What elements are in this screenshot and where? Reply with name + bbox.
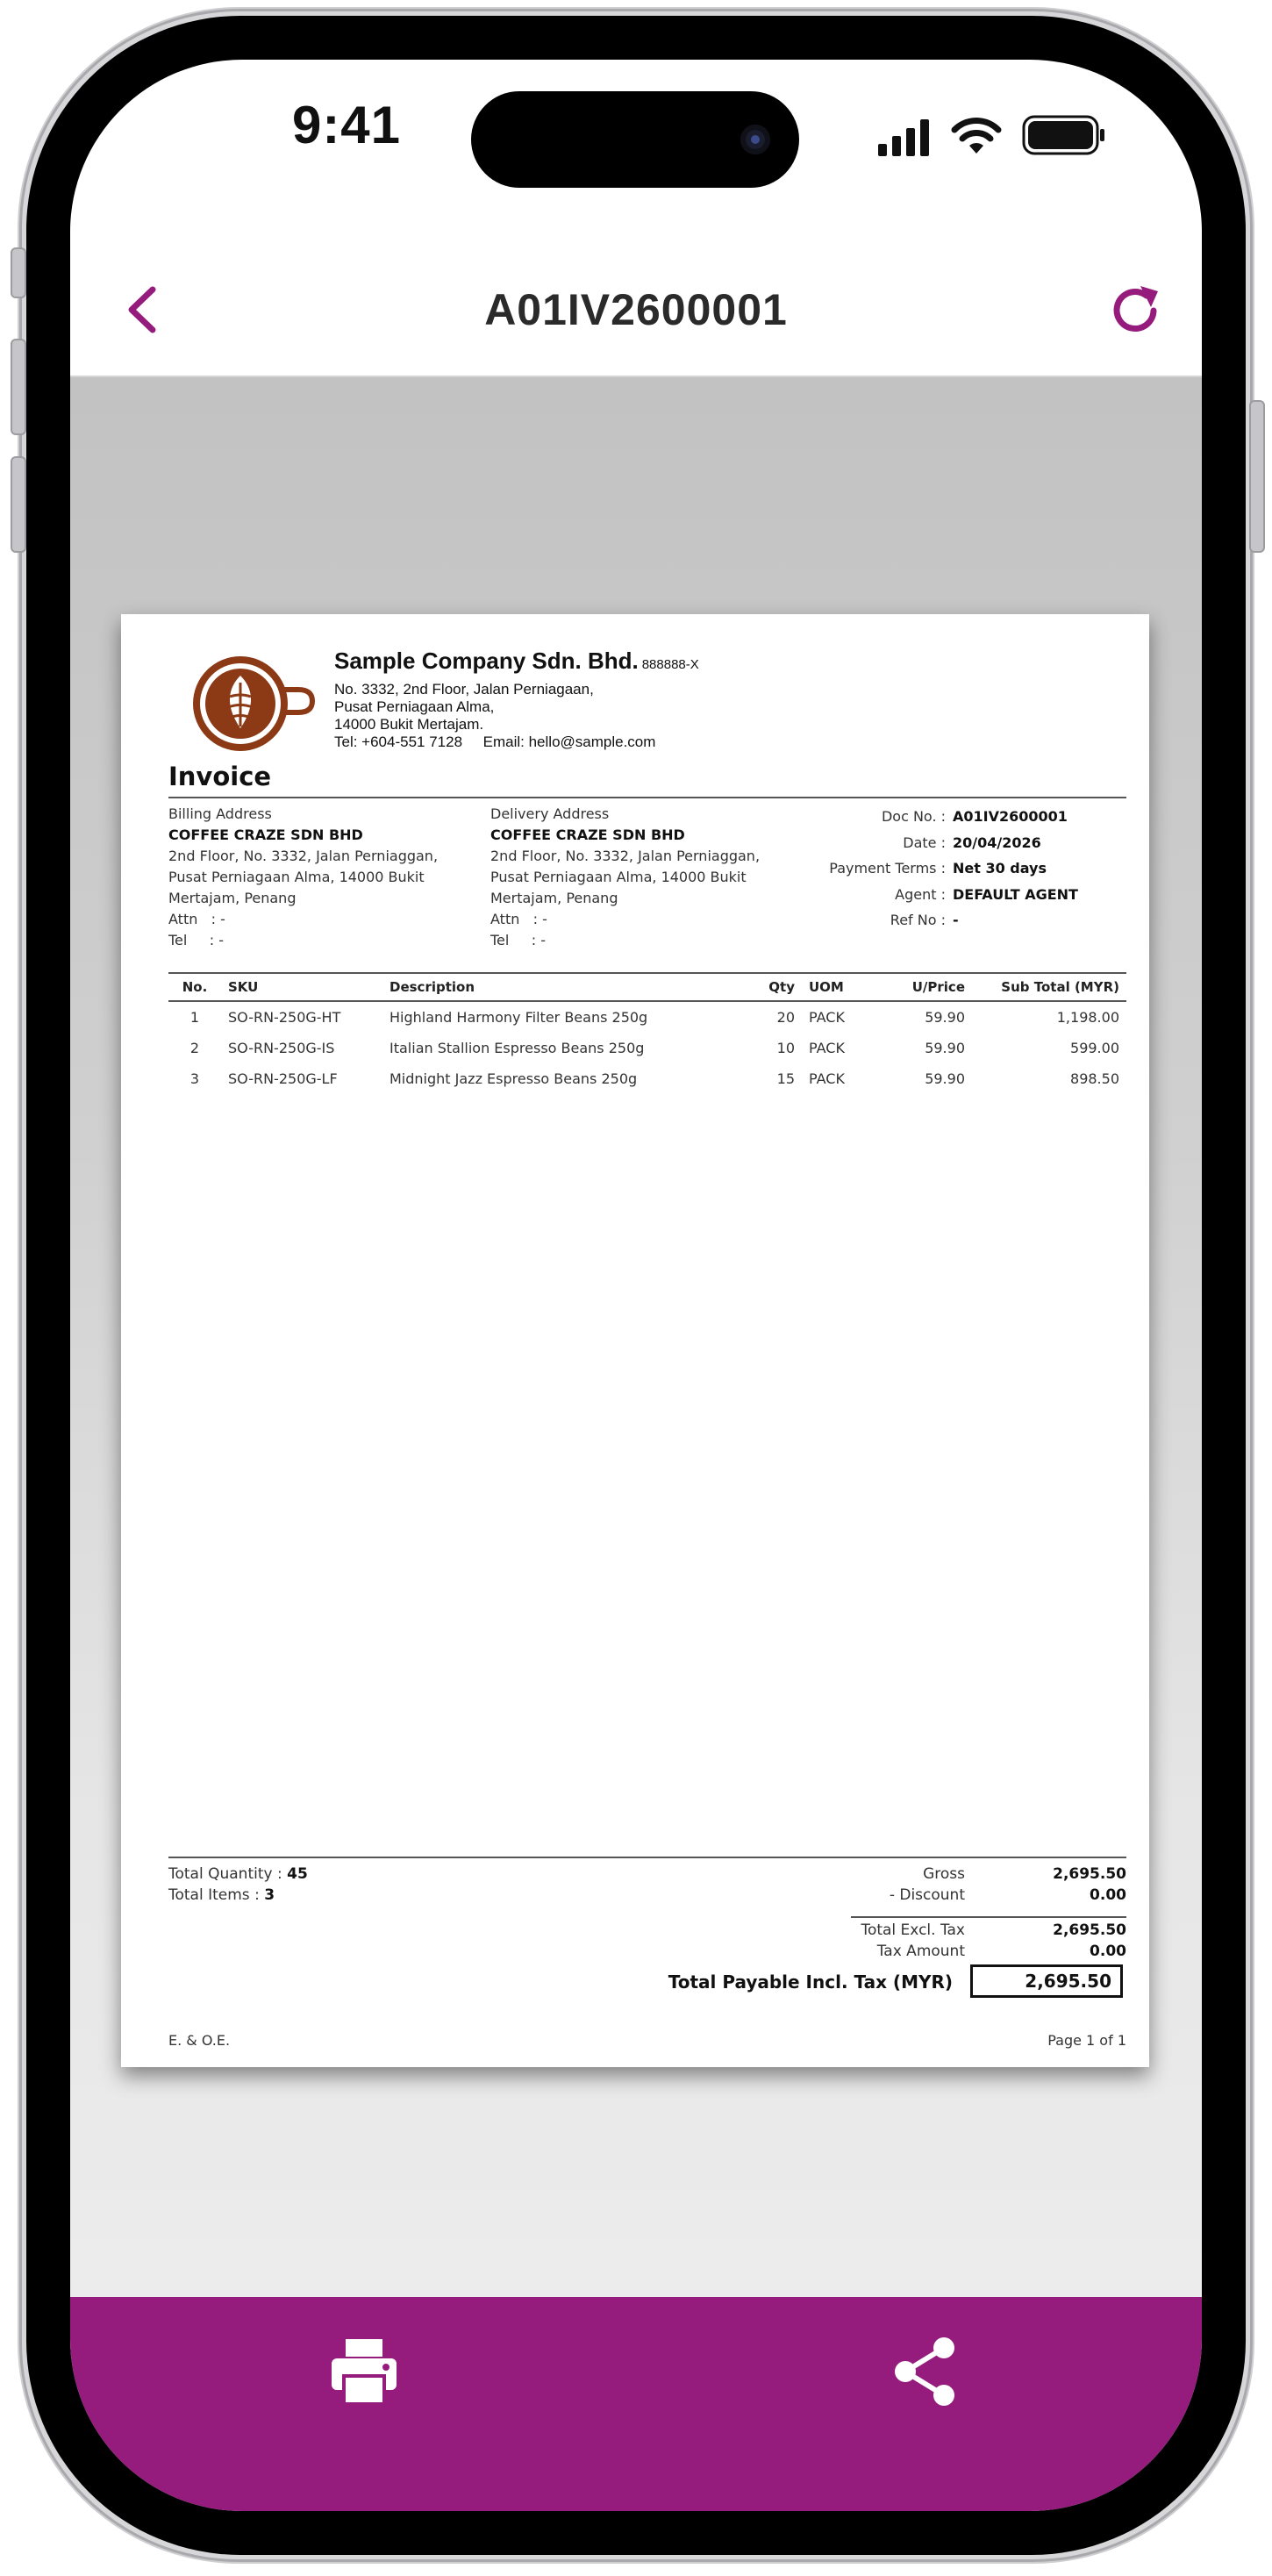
phone-screen: [70, 60, 1202, 2511]
divider: [851, 1916, 1126, 1918]
row-subtotal: 898.50: [1070, 1070, 1119, 1087]
print-button[interactable]: [325, 2332, 404, 2411]
row-no: 3: [189, 1070, 200, 1087]
tax-amount-value: 0.00: [1090, 1943, 1126, 1960]
row-unit-price: 59.90: [925, 1040, 965, 1056]
meta-label: Agent :: [895, 885, 946, 903]
company-address-line: Pusat Perniagaan Alma,: [334, 698, 495, 715]
cellular-signal-icon: [876, 118, 934, 156]
row-description: Midnight Jazz Espresso Beans 250g: [389, 1070, 638, 1087]
print-icon: [325, 2332, 404, 2411]
total-quantity-label: Total Quantity :: [168, 1865, 282, 1883]
row-description: Italian Stallion Espresso Beans 250g: [389, 1040, 645, 1056]
mute-switch: [11, 247, 26, 298]
row-uom: PACK: [809, 1040, 845, 1056]
discount-value: 0.00: [1090, 1886, 1126, 1904]
col-subtotal: Sub Total (MYR): [972, 973, 1126, 1001]
gross-label: Gross: [923, 1865, 965, 1883]
meta-label: Payment Terms :: [829, 860, 946, 877]
col-uom: UOM: [802, 973, 879, 1001]
company-name-text: Sample Company Sdn. Bhd.: [334, 648, 639, 674]
document-meta: [814, 804, 1078, 934]
bottom-action-bar: [70, 2297, 1202, 2511]
invoice-page: [121, 614, 1149, 2067]
company-logo: [189, 653, 321, 755]
col-sku: SKU: [221, 973, 382, 1001]
company-contact: Tel: +604-551 7128 Email: hello@sample.com: [334, 733, 656, 750]
row-unit-price: 59.90: [925, 1009, 965, 1026]
total-payable-value: 2,695.50: [970, 1964, 1123, 1998]
delivery-tel: Tel : -: [490, 932, 547, 948]
front-camera: [740, 125, 770, 154]
table-row: [168, 1001, 1126, 1033]
meta-value: DEFAULT AGENT: [953, 885, 1078, 903]
gross-value: 2,695.50: [1053, 1865, 1126, 1883]
meta-value: Net 30 days: [953, 860, 1047, 877]
company-address: [334, 681, 773, 751]
delivery-address-label: Delivery Address: [490, 805, 610, 822]
delivery-attn: Attn : -: [490, 911, 547, 927]
billing-address-label: Billing Address: [168, 805, 272, 822]
meta-ref-no: [814, 907, 1078, 934]
total-items: [168, 1886, 275, 1904]
table-row: [168, 1063, 1126, 1094]
page-number: Page 1 of 1: [1047, 2032, 1126, 2049]
total-quantity: [168, 1865, 308, 1883]
meta-label: Ref No :: [890, 912, 946, 928]
table-header-row: [168, 973, 1126, 1001]
discount-label: - Discount: [889, 1886, 965, 1904]
row-uom: PACK: [809, 1070, 845, 1087]
volume-up-button: [11, 339, 26, 435]
wifi-icon: [951, 115, 1002, 155]
meta-agent: [814, 882, 1078, 908]
col-description: Description: [382, 973, 744, 1001]
share-icon: [886, 2332, 965, 2411]
document-title: Invoice: [168, 762, 272, 791]
power-button: [1249, 400, 1265, 553]
share-button[interactable]: [886, 2332, 965, 2411]
delivery-address: [490, 804, 793, 951]
company-name: [334, 648, 699, 675]
row-sku: SO-RN-250G-LF: [228, 1070, 338, 1087]
document-viewer[interactable]: [70, 377, 1202, 2297]
total-payable-label: Total Payable Incl. Tax (MYR): [668, 1971, 953, 1993]
excl-tax-value: 2,695.50: [1053, 1921, 1126, 1939]
billing-tel: Tel : -: [168, 932, 225, 948]
row-no: 1: [189, 1009, 200, 1026]
col-qty: Qty: [744, 973, 802, 1001]
row-subtotal: 599.00: [1070, 1040, 1119, 1056]
meta-value: -: [953, 912, 959, 928]
billing-address-text: 2nd Floor, No. 3332, Jalan Perniaggan, Pusat Perniagaan Alma, 14000 Bukit Mertajam, Penang: [168, 848, 439, 906]
meta-payment-terms: [814, 855, 1078, 882]
row-sku: SO-RN-250G-HT: [228, 1009, 341, 1026]
row-subtotal: 1,198.00: [1056, 1009, 1119, 1026]
total-items-value: 3: [264, 1886, 275, 1904]
refresh-icon: [1105, 279, 1167, 340]
company-address-line: No. 3332, 2nd Floor, Jalan Perniagaan,: [334, 681, 594, 698]
volume-down-button: [11, 456, 26, 553]
app-header: [70, 244, 1202, 377]
table-row: [168, 1033, 1126, 1063]
footer-eoe: E. & O.E.: [168, 2032, 231, 2049]
page-title: A01IV2600001: [484, 285, 788, 334]
meta-label: Doc No. :: [881, 808, 946, 825]
billing-address: [168, 804, 471, 951]
meta-value: A01IV2600001: [953, 808, 1068, 825]
divider: [168, 1857, 1126, 1858]
total-quantity-value: 45: [287, 1865, 308, 1883]
meta-date: [814, 830, 1078, 856]
excl-tax-label: Total Excl. Tax: [861, 1921, 965, 1939]
delivery-address-text: 2nd Floor, No. 3332, Jalan Perniaggan, Pusat Perniagaan Alma, 14000 Bukit Mertajam, Penang: [490, 848, 761, 906]
billing-attn: Attn : -: [168, 911, 225, 927]
col-unit-price: U/Price: [879, 973, 972, 1001]
row-qty: 15: [776, 1070, 795, 1087]
total-items-label: Total Items :: [168, 1886, 260, 1904]
line-items-table: [168, 972, 1126, 1094]
delivery-name: COFFEE CRAZE SDN BHD: [490, 826, 685, 843]
status-time: 9:41: [291, 96, 402, 154]
refresh-button[interactable]: [1105, 279, 1167, 340]
row-unit-price: 59.90: [925, 1070, 965, 1087]
row-qty: 10: [776, 1040, 795, 1056]
meta-value: 20/04/2026: [953, 834, 1041, 851]
row-qty: 20: [776, 1009, 795, 1026]
tax-amount-label: Tax Amount: [876, 1943, 965, 1960]
row-uom: PACK: [809, 1009, 845, 1026]
billing-name: COFFEE CRAZE SDN BHD: [168, 826, 363, 843]
row-description: Highland Harmony Filter Beans 250g: [389, 1009, 648, 1026]
divider: [168, 797, 1126, 798]
meta-doc-no: [814, 804, 1078, 830]
row-no: 2: [189, 1040, 200, 1056]
dynamic-island: [471, 91, 799, 188]
col-no: No.: [168, 973, 221, 1001]
meta-label: Date :: [903, 834, 946, 851]
company-reg-no: 888888-X: [641, 657, 699, 672]
company-address-line: 14000 Bukit Mertajam.: [334, 716, 484, 733]
row-sku: SO-RN-250G-IS: [228, 1040, 335, 1056]
battery-icon: [1022, 114, 1106, 156]
